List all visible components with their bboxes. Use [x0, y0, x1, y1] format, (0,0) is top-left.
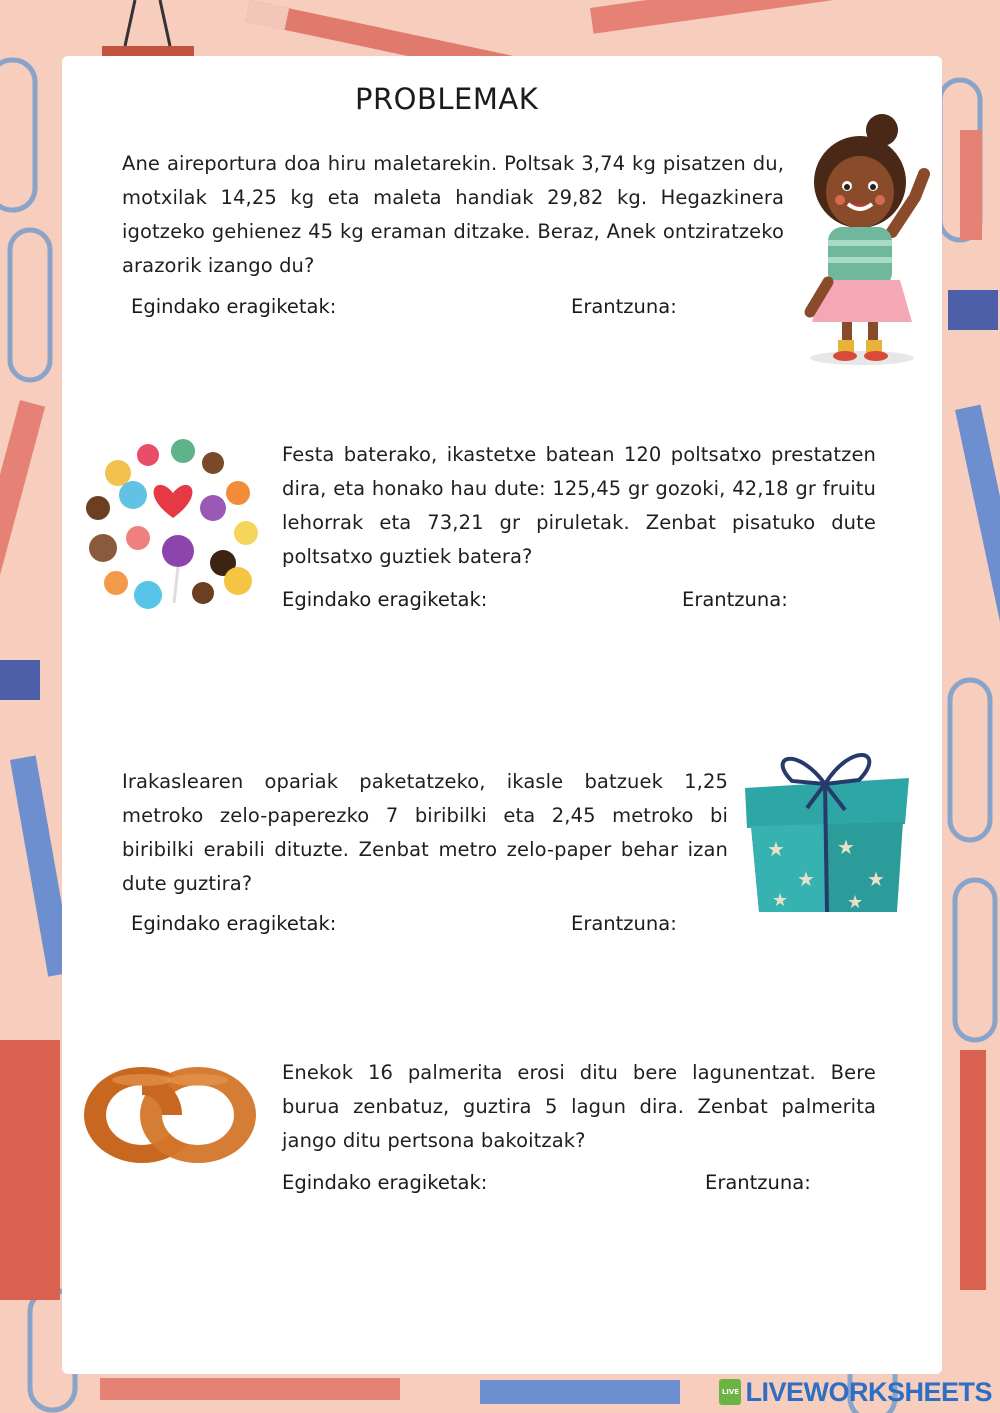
svg-text:★: ★ [772, 890, 789, 911]
problem-2-text: Festa baterako, ikastetxe batean 120 poltsatxo prestatzen dira, eta honako hau dute: 125,45 gr gozoki, 42,18 gr fruitu lehorrak eta 73,21 gr piruletak. Zenbat pisatuko dute poltsatxo guztiek batera? [282, 443, 876, 568]
problem-4-answer-label: Erantzuna: [705, 1171, 811, 1194]
problem-3-text: Irakaslearen opariak paketatzeko, ikasle batzuek 1,25 metroko zelo-paperezko 7 biribilki eta 2,45 metroko bi biribilki erabili dituzte. Zenbat metro zelo-paper behar izan dute guztira? [122, 770, 728, 895]
problem-1-answer-label: Erantzuna: [571, 295, 677, 318]
problem-2-answer-label: Erantzuna: [682, 588, 788, 611]
svg-text:★: ★ [767, 837, 785, 861]
problem-1-operations-label: Egindako eragiketak: [131, 295, 337, 318]
problem-3-answer-label: Erantzuna: [571, 912, 677, 935]
svg-text:★: ★ [797, 867, 815, 891]
page-title: PROBLEMAK [355, 82, 539, 116]
svg-text:★: ★ [847, 892, 864, 913]
liveworksheets-logo[interactable] [719, 1375, 992, 1409]
gift-box-illustration [737, 736, 917, 916]
problem-2-operations-label: Egindako eragiketak: [282, 588, 488, 611]
live-badge-icon: LIVE [719, 1379, 741, 1405]
problem-1-text: Ane aireportura doa hiru maletarekin. Poltsak 3,74 kg pisatzen du, motxilak 14,25 kg eta maleta handiak 29,82 kg. Hegazkinera igotzeko gehienez 45 kg eraman ditzake. Beraz, Anek ontziratzeko arazorik izango du? [122, 152, 784, 277]
svg-text:★: ★ [867, 867, 885, 891]
logo-text: LIVEWORKSHEETS [745, 1376, 992, 1407]
candies-illustration [78, 433, 258, 618]
svg-text:★: ★ [837, 835, 855, 859]
problem-3-operations-label: Egindako eragiketak: [131, 912, 337, 935]
girl-waving-illustration [800, 112, 930, 367]
problem-4-text: Enekok 16 palmerita erosi ditu bere lagunentzat. Bere burua zenbatuz, guztira 5 lagun dira. Zenbat palmerita jango ditu pertsona bakoitzak? [282, 1061, 876, 1152]
problem-4-operations-label: Egindako eragiketak: [282, 1171, 488, 1194]
pastry-illustration [80, 1060, 260, 1170]
